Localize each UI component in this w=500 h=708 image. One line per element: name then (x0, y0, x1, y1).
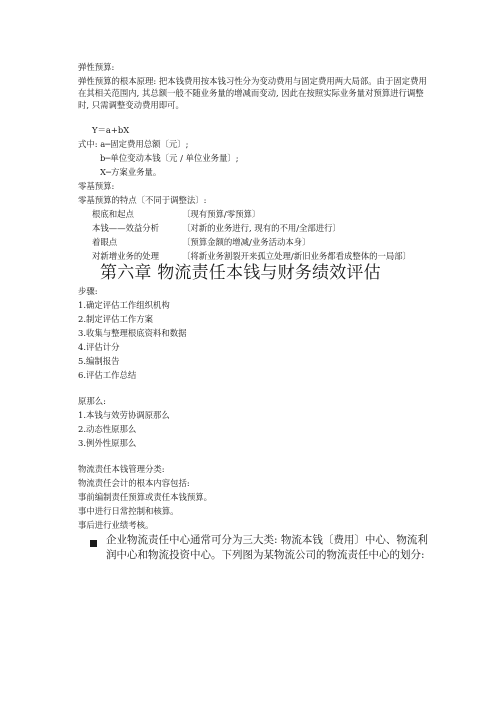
step-item: 5.编制报告 (78, 356, 120, 366)
feature-row-right: 〔将新业务割裂开来孤立处理/新旧业务都看成整体的一局部〕 (182, 251, 411, 261)
feature-row-left: 对新增业务的处理 (92, 251, 159, 261)
chapter-heading: 第六章 物流责任本钱与财务绩效评估 (100, 263, 381, 283)
responsibility-line: 物流责任会计的根本内容包括: (78, 478, 190, 488)
feature-row-right: 〔预算金额的增减/业务活动本身〕 (182, 237, 311, 247)
step-item: 2.制定评估工作方案 (78, 314, 153, 324)
step-item: 6.评估工作总结 (78, 370, 137, 380)
responsibility-line: 事前编制责任预算或责任本钱预算。 (78, 492, 212, 502)
feature-row-right: 〔现有预算/零预算〕 (182, 209, 261, 219)
feature-row-left: 本钱——效益分析 (92, 223, 159, 233)
bullet-paragraph: 企业物流责任中心通常可分为三大类: 物流本钱〔费用〕中心、物流利润中心和物流投资中心。下列图为某物流公司的物流责任中心的划分: (106, 534, 428, 561)
bullet-square-icon (90, 540, 97, 547)
responsibility-line: 事中进行日常控制和核算。 (78, 506, 179, 516)
flex-budget-formula: Y＝a+bX (92, 125, 130, 135)
steps-title: 步骤: (78, 286, 98, 296)
feature-row-left: 根底和起点 (92, 209, 134, 219)
step-item: 3.收集与整理根底资料和数据 (78, 328, 187, 338)
formula-where-x: X─方案业务量。 (100, 167, 162, 177)
principle-item: 3.例外性原那么 (78, 438, 137, 448)
formula-where-b: b─单位变动本钱〔元 / 单位业务量〕; (100, 153, 239, 163)
principles-title: 原那么: (78, 396, 106, 406)
principle-item: 2.动态性原那么 (78, 424, 137, 434)
zero-budget-title: 零基预算: (78, 181, 115, 191)
formula-where-a: 式中: a─固定费用总额〔元〕; (78, 139, 189, 149)
feature-row-left: 着眼点 (92, 237, 118, 247)
zero-budget-features-title: 零基预算的特点〔不同于调整法〕: (78, 195, 207, 205)
flex-budget-principle: 弹性预算的根本原理: 把本钱费用按本钱习性分为变动费用与固定费用两大局部。由于固定费用在其相关范围内, 其总额一般不随业务量的增减而变动, 因此在按照实际业务量对预算进行调整时, 只需调整变动费用即可。 (78, 76, 427, 110)
flex-budget-title: 弹性预算: (78, 62, 115, 72)
responsibility-line: 事后进行业绩考核。 (78, 520, 154, 530)
feature-row-right: 〔对新的业务进行, 现有的不用/全部进行〕 (182, 223, 341, 233)
step-item: 4.评估计分 (78, 342, 120, 352)
responsibility-line: 物流责任本钱管理分类: (78, 464, 165, 474)
principle-item: 1.本钱与效劳协调原那么 (78, 410, 170, 420)
step-item: 1.确定评估工作组织机构 (78, 300, 170, 310)
